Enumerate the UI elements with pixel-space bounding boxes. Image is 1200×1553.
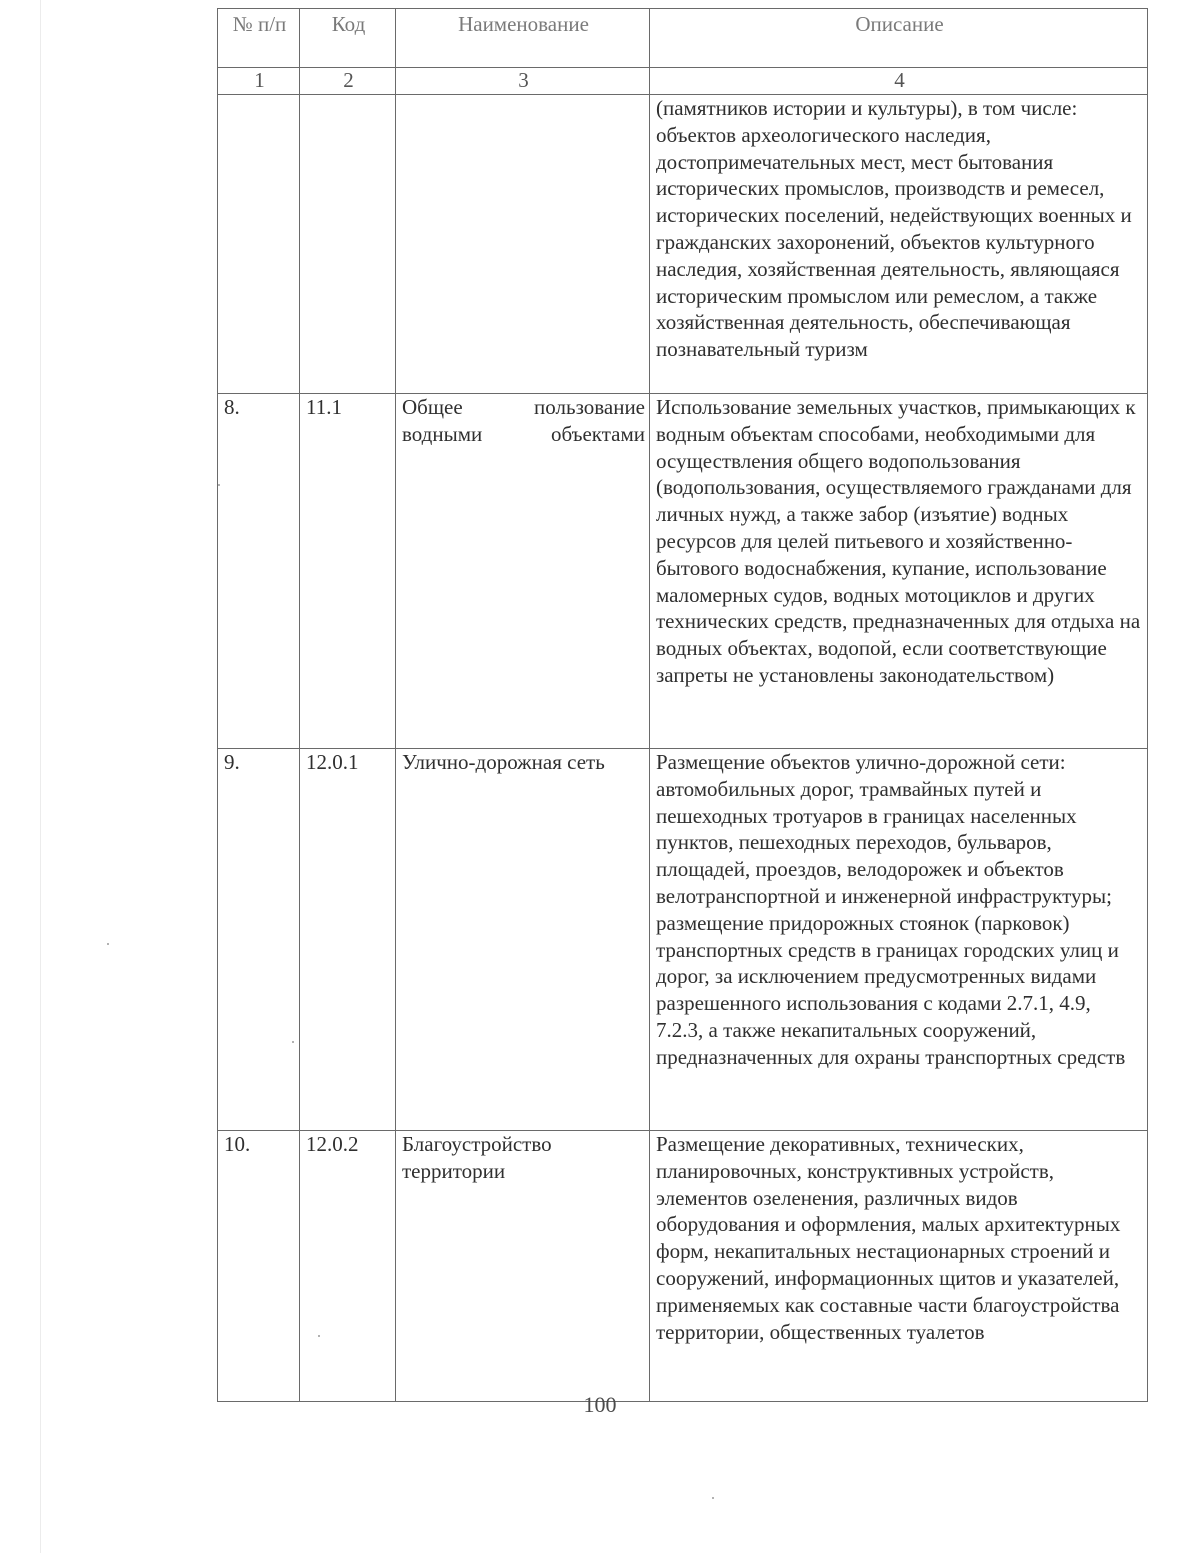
row-code: [300, 95, 396, 394]
scan-speck: [107, 943, 109, 945]
scan-edge-line: [40, 0, 41, 1553]
table-row: [218, 95, 1148, 394]
row-description: (памятников истории и культуры), в том числе: объектов археологического наследия, достопримечательных мест, мест бытования исторических промыслов, производств и ремесел, исторических поселений, недействующих военных и гражданских захоронений, объектов культурного наследия, хозяйственная деятельность, являющаяся историческим промыслом или ремеслом, а также хозяйственная деятельность, обеспечивающая познавательный туризм: [650, 95, 1148, 394]
row-code: 12.0.2: [300, 1131, 396, 1402]
header-number: № п/п: [218, 9, 300, 68]
row-name: Благоустройство территории: [396, 1131, 650, 1402]
column-number-3: 3: [396, 68, 650, 95]
table-row: [218, 749, 1148, 1131]
column-number-1: 1: [218, 68, 300, 95]
page-number: 100: [583, 1392, 617, 1417]
column-number-2: 2: [300, 68, 396, 95]
row-name: Общее пользование водными объектами: [396, 394, 650, 749]
header-code: Код: [300, 9, 396, 68]
table-row: [218, 394, 1148, 749]
row-number: 10.: [218, 1131, 300, 1402]
header-description: Описание: [650, 9, 1148, 68]
row-description: Использование земельных участков, примыкающих к водным объектам способами, необходимыми для осуществления общего водопользования (водопользования, осуществляемого гражданами для личных нужд, а также забор (изъятие) водных ресурсов для целей питьевого и хозяйственно-бытового водоснабжения, купание, использование маломерных судов, водных мотоциклов и других технических средств, предназначенных для отдыха на водных объектах, водопой, если соответствующие запреты не установлены законодательством): [650, 394, 1148, 749]
row-number: [218, 95, 300, 394]
table-header-row: [218, 9, 1148, 68]
row-description: Размещение объектов улично-дорожной сети: автомобильных дорог, трамвайных путей и пешеходных тротуаров в границах населенных пунктов, пешеходных переходов, бульваров, площадей, проездов, велодорожек и объектов велотранспортной и инженерной инфраструктуры; размещение придорожных стоянок (парковок) транспортных средств в границах городских улиц и дорог, за исключением предусмотренных видами разрешенного использования с кодами 2.7.1, 4.9, 7.2.3, а также некапитальных сооружений, предназначенных для охраны транспортных средств: [650, 749, 1148, 1131]
row-number: 8.: [218, 394, 300, 749]
row-description: Размещение декоративных, технических, планировочных, конструктивных устройств, элементов озеленения, различных видов оборудования и оформления, малых архитектурных форм, некапитальных нестационарных строений и сооружений, информационных щитов и указателей, применяемых как составные части благоустройства территории, общественных туалетов: [650, 1131, 1148, 1402]
table-row: [218, 1131, 1148, 1402]
row-code: 11.1: [300, 394, 396, 749]
scan-speck: [712, 1497, 714, 1499]
column-numbering-row: [218, 68, 1148, 95]
scan-speck: [292, 1041, 294, 1043]
land-use-table: [217, 8, 1148, 1402]
row-code: 12.0.1: [300, 749, 396, 1131]
scan-speck: [318, 1335, 320, 1337]
scan-speck: [218, 484, 220, 486]
row-name: Улично-дорожная сеть: [396, 749, 650, 1131]
column-number-4: 4: [650, 68, 1148, 95]
header-name: Наименование: [396, 9, 650, 68]
row-number: 9.: [218, 749, 300, 1131]
row-name: [396, 95, 650, 394]
